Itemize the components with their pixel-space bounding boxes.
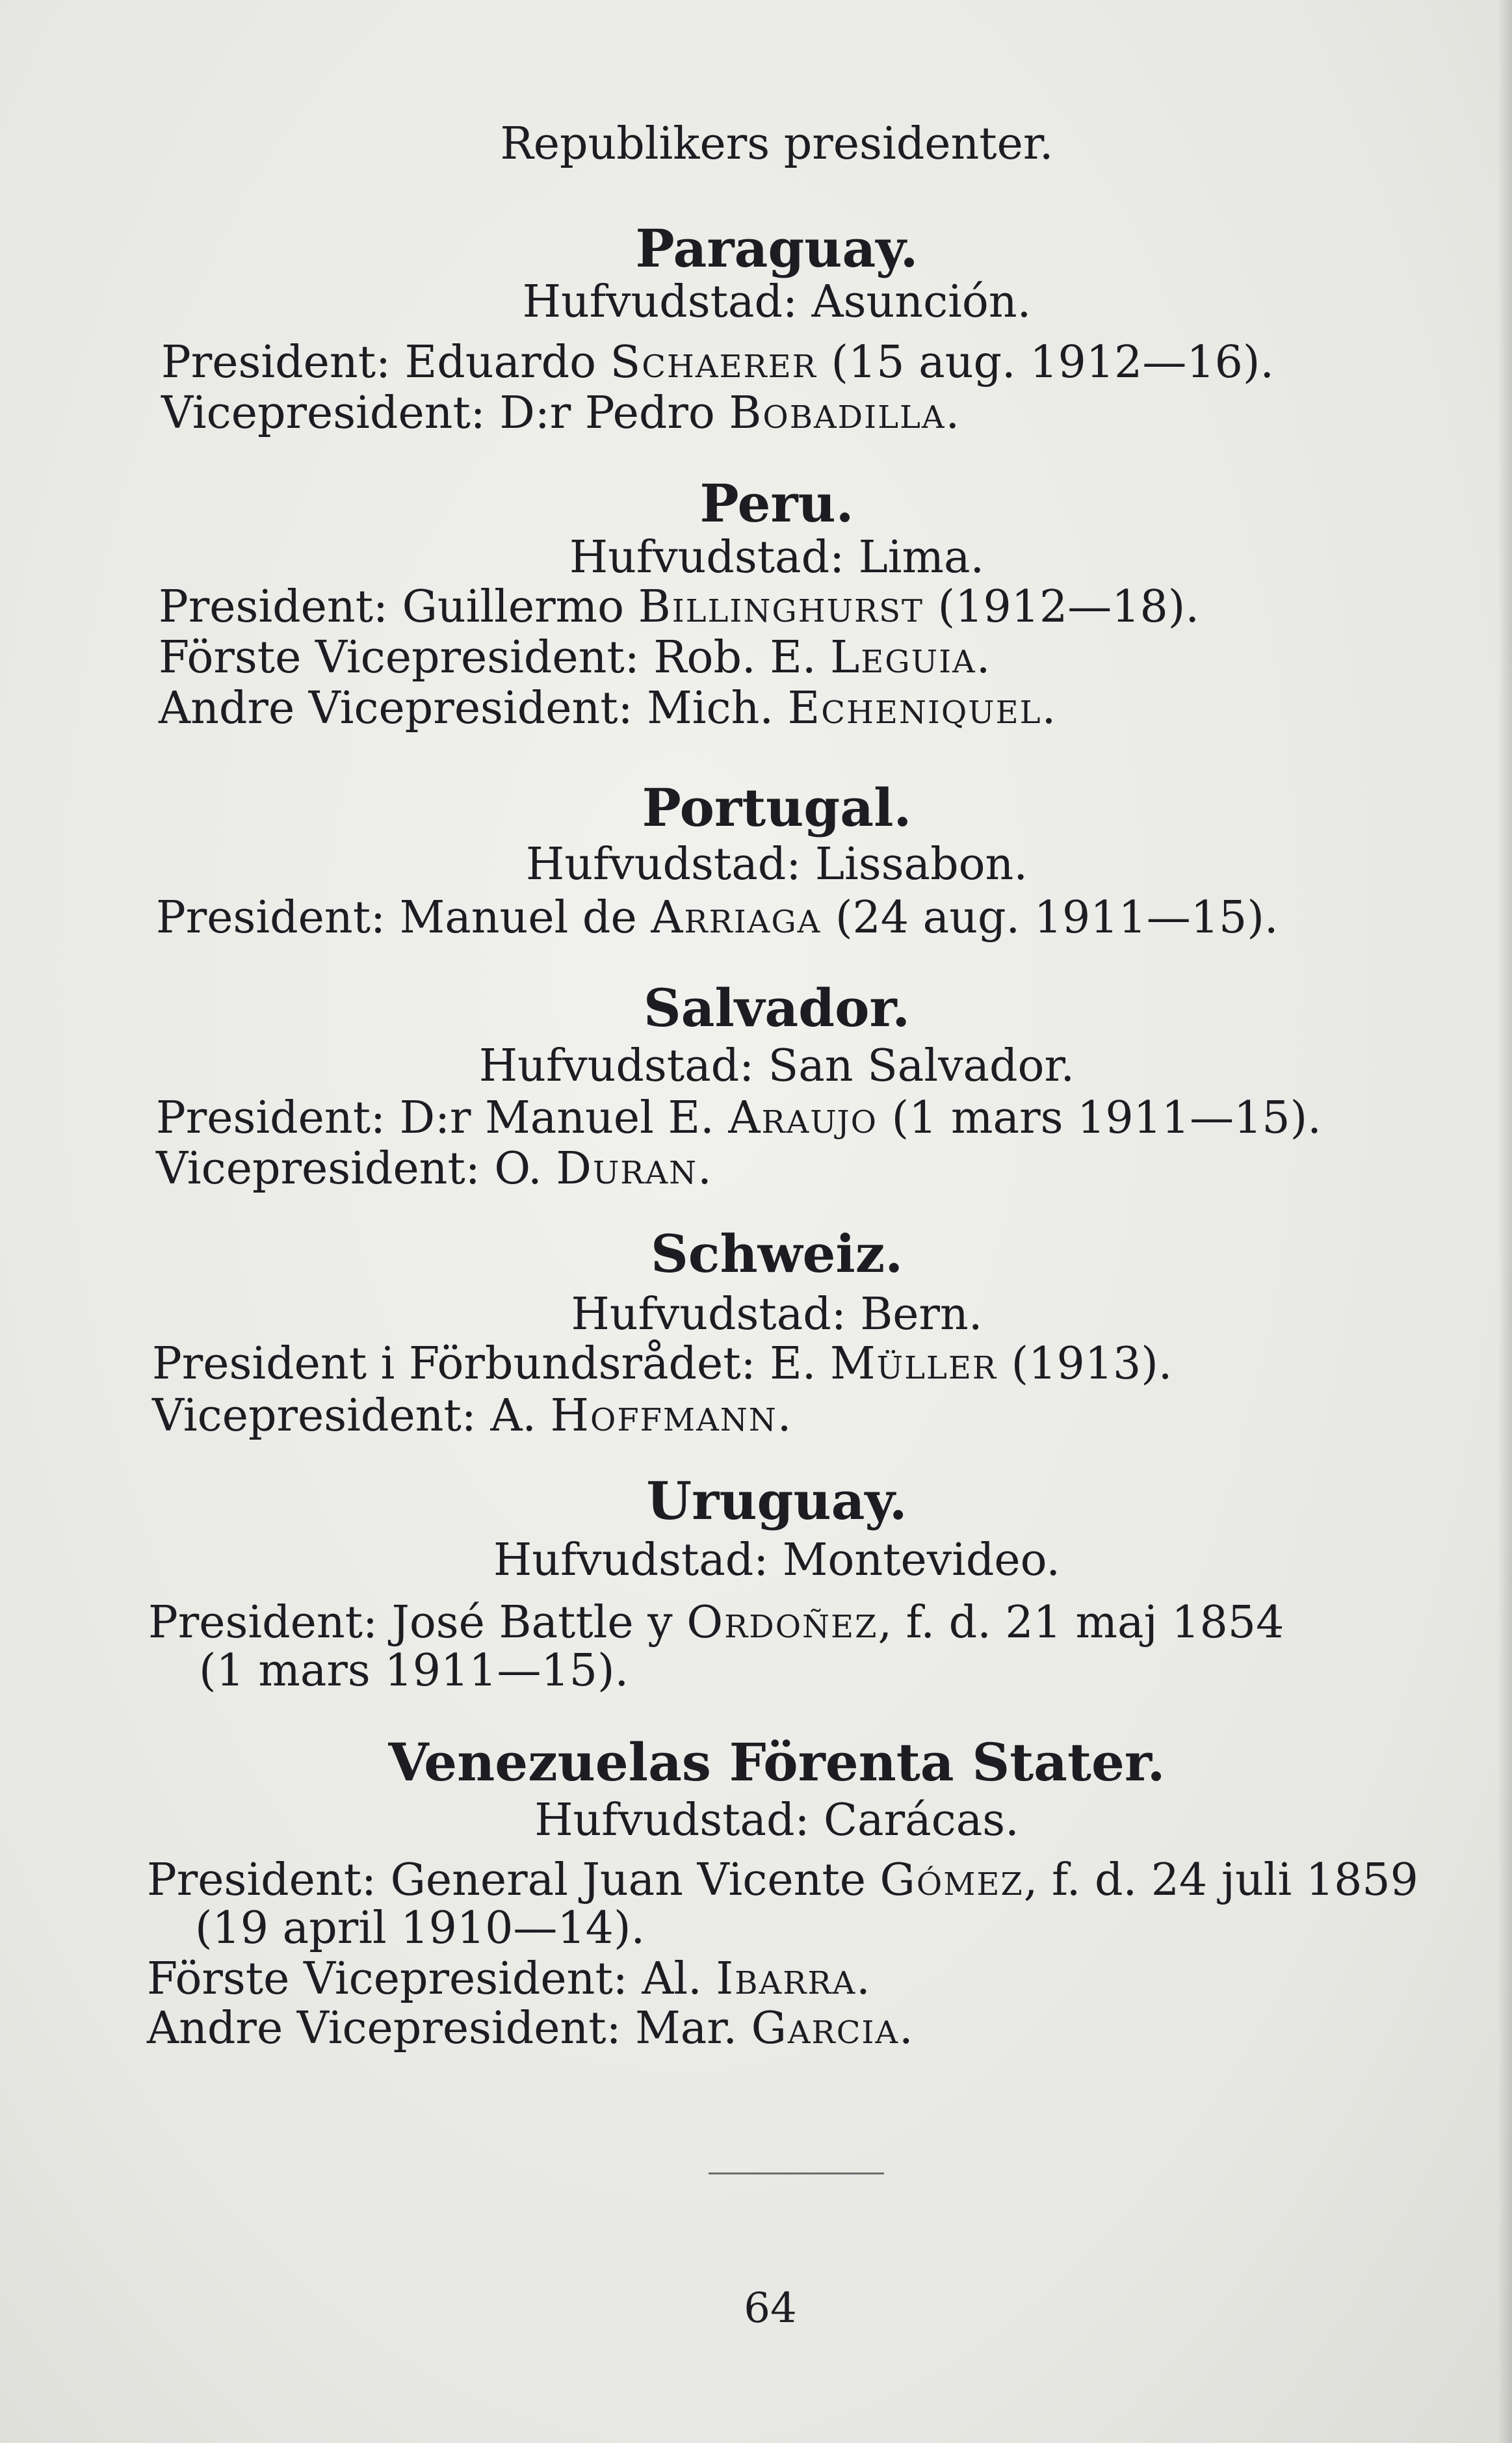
- entry-tail: (15 aug. 1912—16).: [816, 337, 1274, 388]
- president-paraguay: [161, 337, 1274, 389]
- country-heading-venezuela: Venezuelas Förenta Stater.: [388, 1732, 1166, 1793]
- country-heading-peru: Peru.: [699, 473, 854, 534]
- president-uruguay-continued: (1 mars 1911—15).: [199, 1645, 629, 1697]
- capital-venezuela: Hufvudstad: Carácas.: [534, 1795, 1019, 1846]
- entry-label: President i Förbundsrådet: E.: [152, 1338, 831, 1390]
- president-schweiz: [152, 1338, 1172, 1390]
- country-heading-schweiz: Schweiz.: [650, 1223, 904, 1284]
- president-uruguay: [148, 1597, 1284, 1649]
- entry-surname: Garcia: [751, 2003, 900, 2054]
- first-vicepresident-peru: [159, 632, 990, 684]
- entry-surname: Leguia: [830, 632, 976, 683]
- entry-label: Förste Vicepresident: Rob. E.: [159, 632, 831, 683]
- entry-surname: Schaerer: [610, 337, 817, 388]
- entry-label: Förste Vicepresident: Al.: [147, 1953, 716, 2005]
- entry-tail: .: [856, 1953, 870, 2005]
- entry-label: Vicepresident: D:r Pedro: [161, 388, 729, 439]
- entry-label: Andre Vicepresident: Mich.: [159, 683, 788, 734]
- second-vicepresident-peru: [159, 683, 1056, 735]
- entry-tail: .: [777, 1390, 792, 1442]
- capital-schweiz: Hufvudstad: Bern.: [571, 1289, 983, 1340]
- capital-peru: Hufvudstad: Lima.: [569, 532, 985, 583]
- entry-tail: (1912—18).: [924, 581, 1199, 633]
- entry-surname: Ordoñez: [686, 1597, 878, 1648]
- entry-tail: .: [1041, 683, 1056, 734]
- entry-tail: (24 aug. 1911—15).: [821, 892, 1279, 944]
- president-peru: [159, 581, 1199, 633]
- entry-label: Andre Vicepresident: Mar.: [147, 2003, 751, 2054]
- entry-surname: Araujo: [728, 1092, 878, 1144]
- page-number: 64: [744, 2284, 797, 2332]
- capital-salvador: Hufvudstad: San Salvador.: [478, 1040, 1075, 1092]
- entry-surname: Gómez: [880, 1855, 1024, 1906]
- country-heading-salvador: Salvador.: [643, 977, 911, 1038]
- entry-surname: Bobadilla: [729, 388, 946, 439]
- entry-tail: , f. d. 24 juli 1859: [1023, 1855, 1418, 1906]
- entry-label: Vicepresident: O.: [156, 1143, 556, 1195]
- capital-uruguay: Hufvudstad: Montevideo.: [493, 1535, 1061, 1586]
- country-heading-paraguay: Paraguay.: [635, 218, 919, 279]
- vicepresident-schweiz: [152, 1390, 791, 1442]
- capital-portugal: Hufvudstad: Lissabon.: [526, 839, 1028, 890]
- entry-surname: Billinghurst: [638, 581, 924, 633]
- footer-rule: [709, 2172, 884, 2174]
- entry-surname: Duran: [556, 1143, 698, 1195]
- entry-surname: Echeniquel: [787, 683, 1042, 734]
- president-salvador: [156, 1092, 1322, 1144]
- entry-tail: .: [899, 2003, 913, 2054]
- country-heading-uruguay: Uruguay.: [646, 1470, 907, 1531]
- entry-surname: Müller: [830, 1338, 998, 1390]
- entry-label: President: D:r Manuel E.: [156, 1092, 729, 1144]
- vicepresident-salvador: [156, 1143, 712, 1195]
- president-portugal: [156, 892, 1278, 944]
- entry-label: Vicepresident: A.: [152, 1390, 551, 1442]
- entry-label: President: Guillermo: [159, 581, 638, 633]
- entry-label: President: Eduardo: [161, 337, 610, 388]
- page-header: Republikers presidenter.: [500, 118, 1054, 170]
- entry-surname: Hoffmann: [550, 1390, 777, 1442]
- entry-tail: .: [697, 1143, 712, 1195]
- country-heading-portugal: Portugal.: [642, 777, 912, 838]
- page-edge-shadow: [1498, 0, 1512, 2443]
- entry-label: President: Manuel de: [156, 892, 651, 944]
- entry-tail: (1 mars 1911—15).: [878, 1092, 1322, 1144]
- entry-tail: .: [976, 632, 991, 683]
- entry-tail: .: [945, 388, 960, 439]
- second-vicepresident-venezuela: [147, 2003, 913, 2055]
- entry-tail: (1913).: [997, 1338, 1173, 1390]
- president-venezuela: [147, 1855, 1418, 1907]
- president-venezuela-continued: (19 april 1910—14).: [195, 1903, 645, 1954]
- entry-label: President: General Juan Vicente: [147, 1855, 880, 1906]
- first-vicepresident-venezuela: [147, 1953, 870, 2005]
- capital-paraguay: Hufvudstad: Asunción.: [522, 276, 1032, 328]
- vicepresident-paraguay: [161, 388, 959, 440]
- entry-label: President: José Battle y: [148, 1597, 687, 1648]
- entry-surname: Arriaga: [651, 892, 822, 944]
- entry-tail: , f. d. 21 maj 1854: [878, 1597, 1284, 1648]
- entry-surname: Ibarra: [716, 1953, 857, 2005]
